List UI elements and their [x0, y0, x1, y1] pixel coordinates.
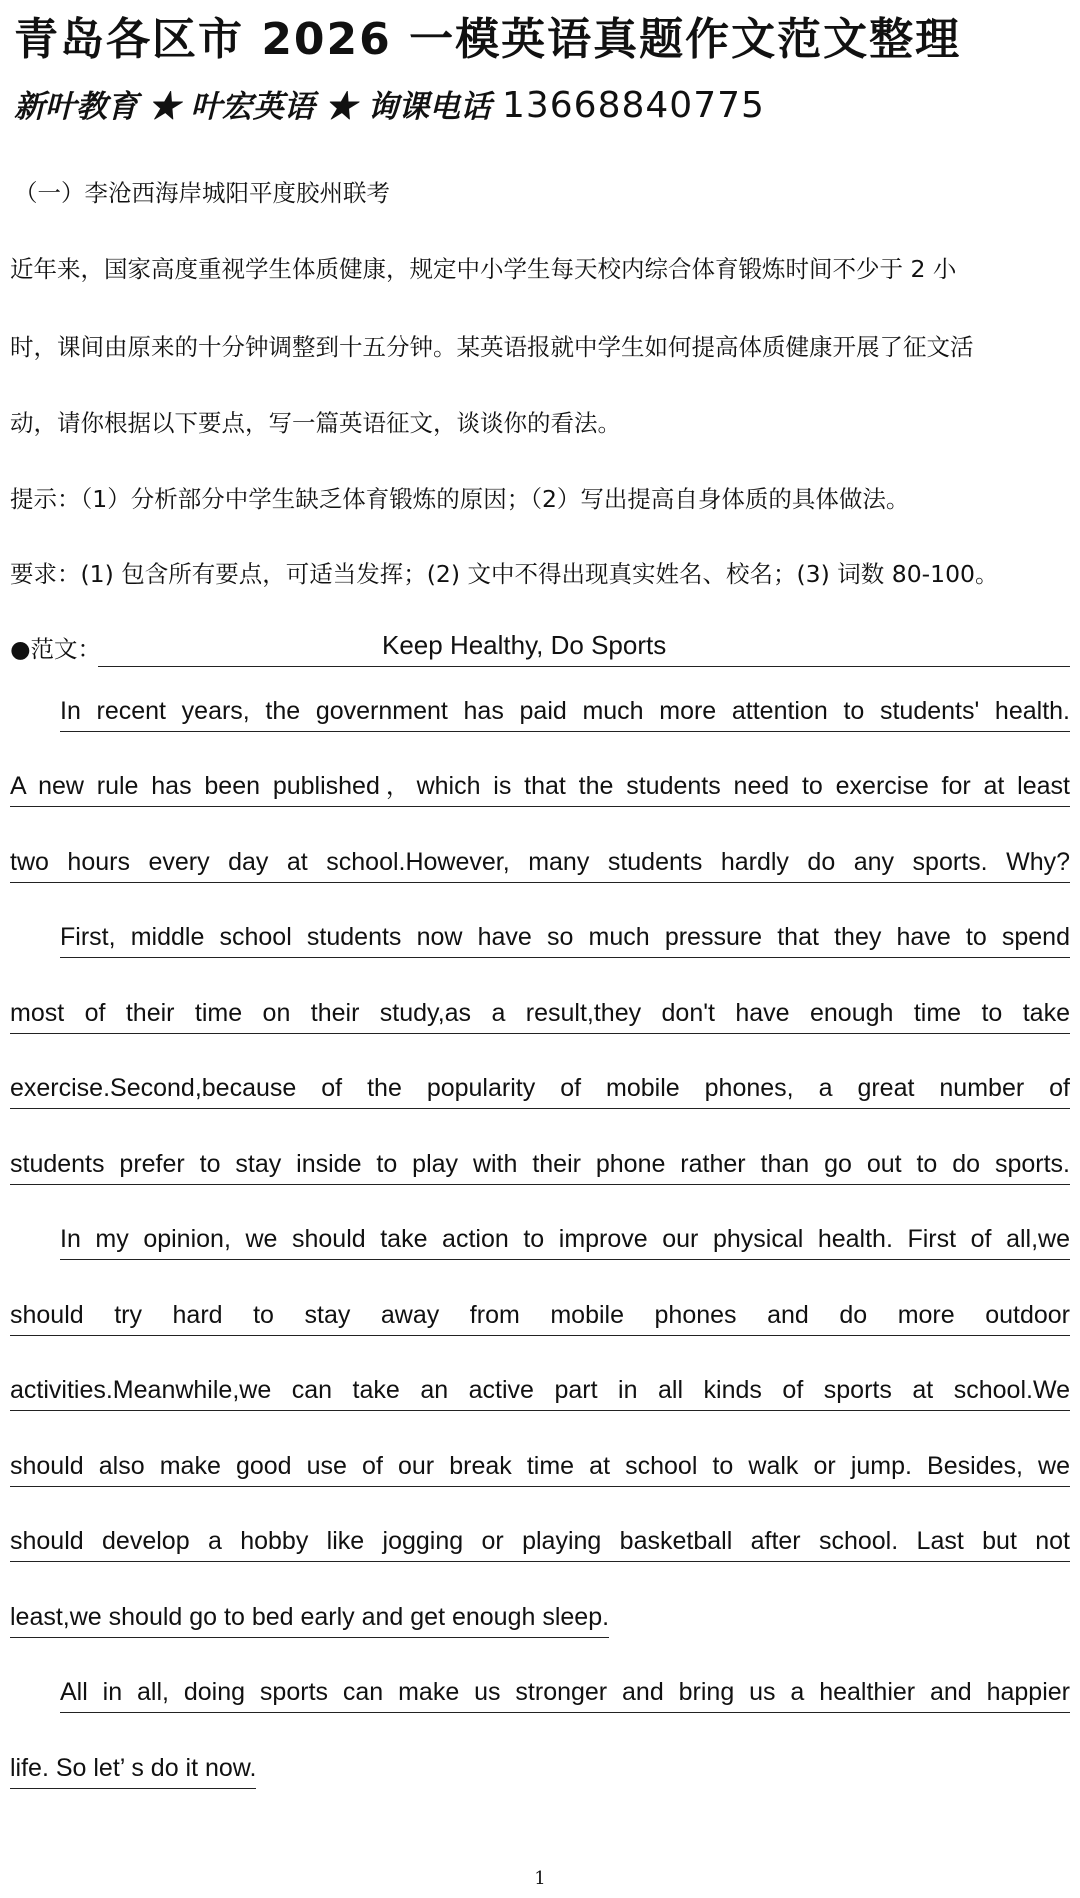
brand-line	[14, 84, 1064, 129]
sample-essay-label: ●范文：	[10, 635, 102, 663]
prompt-line-2: 时，课间由原来的十分钟调整到十五分钟。某英语报就中学生如何提高体质健康开展了征文活	[10, 333, 974, 361]
essay-line: In my opinion, we should take action to improve our physical health. First of all,we	[60, 1223, 1070, 1260]
prompt-line-3: 动，请你根据以下要点，写一篇英语征文，谈谈你的看法。	[10, 409, 621, 437]
essay-line: should try hard to stay away from mobile phones and do more outdoor	[10, 1299, 1070, 1336]
prompt-line-1: 近年来，国家高度重视学生体质健康，规定中小学生每天校内综合体育锻炼时间不少于 2 小	[10, 255, 957, 283]
essay-title: Keep Healthy, Do Sports	[382, 630, 667, 660]
essay-header	[10, 630, 1070, 670]
essay-line: should also make good use of our break time at school to walk or jump. Besides, we	[10, 1450, 1070, 1487]
brand-text: 新叶教育 ★ 叶宏英语 ★ 询课电话	[14, 89, 492, 125]
prompt-hints: 提示：（1）分析部分中学生缺乏体育锻炼的原因；（2）写出提高自身体质的具体做法。	[10, 485, 910, 513]
essay-line: First, middle school students now have so much pressure that they have to spend	[60, 921, 1070, 958]
essay-line: most of their time on their study,as a result,they don't have enough time to take	[10, 997, 1070, 1034]
essay-line: activities.Meanwhile,we can take an active part in all kinds of sports at school.We	[10, 1374, 1070, 1411]
page-number: 1	[534, 1868, 546, 1889]
essay-line: exercise.Second,because of the popularity of mobile phones, a great number of	[10, 1072, 1070, 1109]
essay-line: All in all, doing sports can make us stronger and bring us a healthier and happier	[60, 1676, 1070, 1713]
title-underline	[98, 666, 1070, 667]
essay-line: two hours every day at school.However, many students hardly do any sports. Why?	[10, 846, 1070, 883]
prompt-requirements: 要求：(1) 包含所有要点，可适当发挥；(2) 文中不得出现真实姓名、校名；(3) 词数 80-100。	[10, 560, 999, 588]
essay-line: should develop a hobby like jogging or playing basketball after school. Last but not	[10, 1525, 1070, 1562]
essay-line: life. So let’ s do it now.	[10, 1752, 256, 1789]
essay-line: A new rule has been published，which is that the students need to exercise for at least	[10, 770, 1070, 807]
section-heading: （一）李沧西海岸城阳平度胶州联考	[14, 179, 390, 207]
phone-number: 13668840775	[501, 85, 765, 126]
essay-line: least,we should go to bed early and get enough sleep.	[10, 1601, 609, 1638]
essay-line: students prefer to stay inside to play with their phone rather than go out to do sports.	[10, 1148, 1070, 1185]
page-title: 青岛各区市 2026 一模英语真题作文范文整理	[14, 14, 962, 65]
essay-line: In recent years, the government has paid much more attention to students' health.	[60, 695, 1070, 732]
